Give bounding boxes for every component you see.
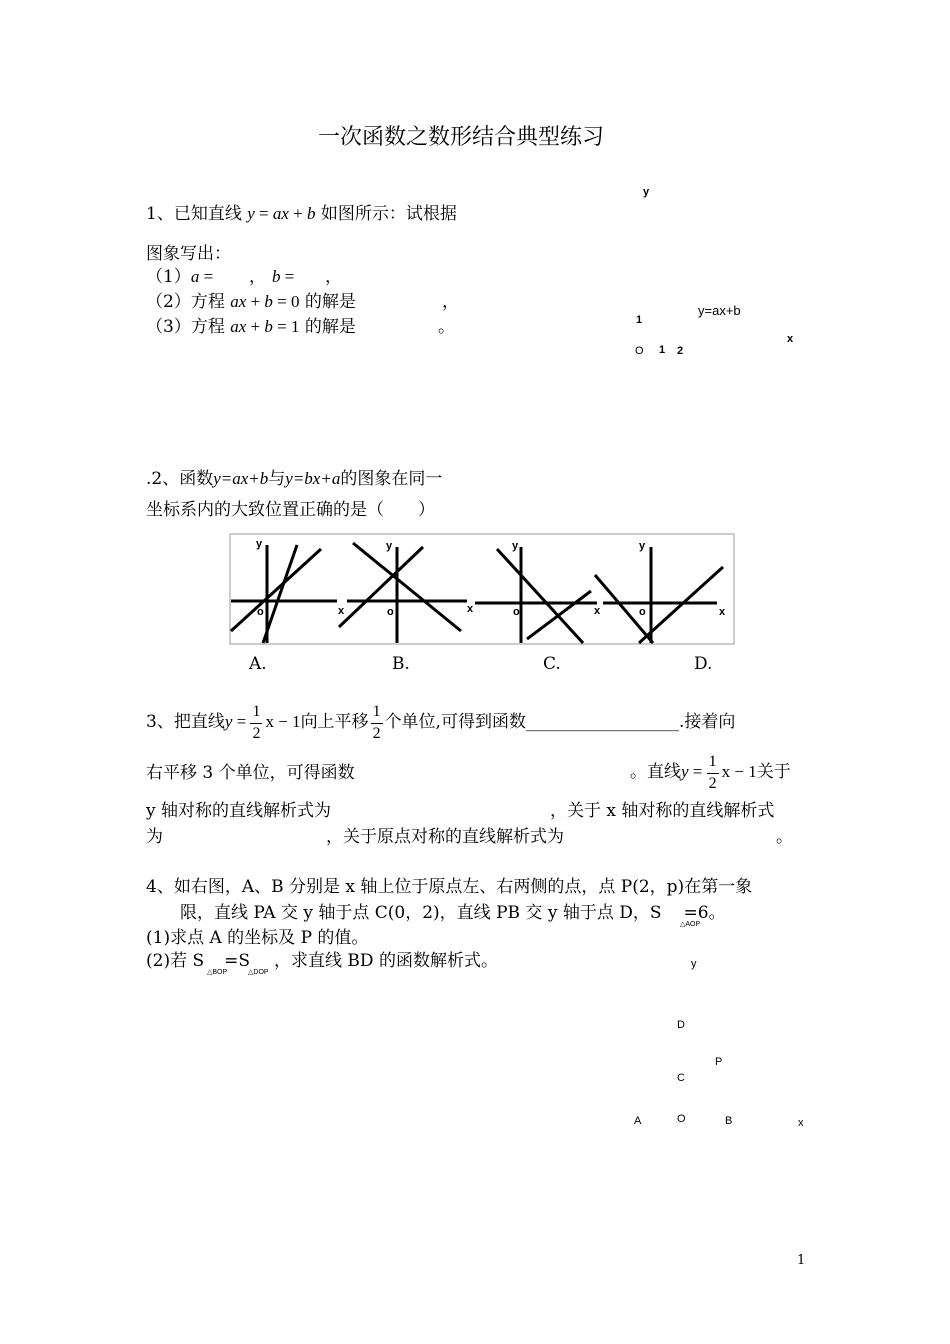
q1-item2 (146, 291, 356, 313)
q1-item3-text: 的解是 (304, 317, 356, 337)
q1-item3-num: （3）方程 (146, 317, 225, 337)
q2-option-d[interactable]: D. (694, 654, 713, 674)
q3-line3-a: y 轴对称的直线解析式为 (146, 801, 332, 821)
q4-line3: (1)求点 A 的坐标及 P 的值。 (146, 928, 369, 948)
q4-fig-a: A (634, 1115, 642, 1127)
q4-fig-o: O (677, 1113, 686, 1125)
q3-p1: 3、把直线 (146, 712, 225, 732)
q1-item1 (146, 266, 213, 288)
q3-line2-a: 右平移 3 个单位，可得函数 (146, 763, 355, 783)
q4-line2-sub: △AOP (680, 921, 701, 928)
q4-fig-y: y (691, 958, 697, 970)
q1-item3-end: 。 (438, 317, 455, 337)
q4-fig-b: B (725, 1115, 733, 1127)
q3-line1 (146, 700, 735, 744)
q4-line2-a: 限，直线 PA 交 y 轴于点 C(0，2)，直线 PB 交 y 轴于点 D，S (180, 903, 662, 923)
q3-p3: 个单位,可得到函数 (384, 712, 526, 732)
q3-line2-b: 。直线 (630, 762, 681, 782)
q2-option-c[interactable]: C. (543, 654, 561, 674)
q1-item2-ax: ax (230, 292, 247, 311)
q1-item1-a: a (190, 267, 200, 286)
q1-fig-x-label: x (787, 333, 794, 345)
q3-x-minus-1: x − 1 (265, 712, 301, 731)
q4-line4 (146, 950, 498, 972)
q1-item1-num: （1） (146, 267, 191, 287)
q2-line1 (146, 468, 442, 490)
q2-b-y: y (386, 540, 393, 552)
q1-item3-b: b (264, 317, 273, 336)
page-title: 一次函数之数形结合典型练习 (318, 125, 605, 150)
q1-item2-val: = 0 (272, 292, 300, 311)
q3-line3-b: ，关于 x 轴对称的直线解析式 (550, 801, 775, 821)
q4-line2-b: =6。 (683, 903, 726, 923)
q3-line4-c: 。 (776, 827, 793, 847)
q2-option-b[interactable]: B. (392, 654, 410, 674)
q4-line2 (180, 902, 726, 924)
q4-line4-sub2: △DOP (248, 969, 269, 976)
q2-d-o: o (639, 606, 646, 618)
q1-item3-val: = 1 (272, 317, 300, 336)
q1-eq-eq: = (254, 204, 273, 223)
q1-item2-num: （2）方程 (146, 292, 225, 312)
q1-suffix: 如图所示：试根据 (320, 204, 457, 224)
q1-item3-plus: + (246, 317, 265, 336)
q2-c-y: y (512, 540, 519, 552)
q2-options-figure (229, 533, 735, 645)
q3-line2-x-minus-1: x − 1 (721, 762, 757, 781)
q1-item3 (146, 316, 356, 338)
q3-frac-1: $\frac{1}{2}$ (252, 702, 261, 742)
q2-prefix: .2、函数 (146, 469, 214, 489)
q2-f2: y=bx+a (285, 469, 341, 488)
q3-y: y (224, 712, 233, 731)
q1-eq-b: b (307, 204, 316, 223)
q1-item3-ax: ax (230, 317, 247, 336)
q2-line2: 坐标系内的大致位置正确的是（ ） (146, 500, 435, 520)
q2-c-x: x (594, 605, 601, 617)
q1-fig-one-y: 1 (636, 314, 643, 326)
q2-post: 的图象在同一 (340, 469, 443, 489)
q3-line2-c: 关于 (756, 762, 791, 782)
q2-mid: 与 (268, 469, 286, 489)
q2-a-y: y (256, 538, 263, 550)
q1-fig-one-x: 1 (659, 344, 666, 356)
q1-line1 (146, 203, 457, 225)
q1-line2: 图象写出： (146, 244, 231, 264)
q1-fig-y-label: y (643, 186, 650, 198)
q1-eq-y: y (247, 204, 255, 223)
q1-fig-line-label: y=ax+b (698, 303, 741, 318)
q3-blank[interactable]: __________________ (525, 712, 679, 732)
q2-c-o: o (513, 606, 520, 618)
q4-fig-c: C (677, 1072, 685, 1084)
q4-line1: 4、如右图，A、B 分别是 x 轴上位于原点左、右两侧的点，点 P(2，p)在第一象 (146, 877, 753, 897)
q1-item2-b: b (264, 292, 273, 311)
q1-eq-plus: + (288, 204, 308, 223)
q2-a-x: x (338, 605, 345, 617)
q3-line2-right (630, 750, 791, 794)
q2-f1: y=ax+b (213, 469, 269, 488)
q4-fig-p: P (715, 1056, 723, 1068)
q3-line2-eq: = (688, 762, 707, 781)
q3-eq: = (232, 712, 251, 731)
q1-item2-end: ， (442, 292, 459, 312)
q4-fig-d: D (677, 1019, 685, 1031)
q1-fig-origin: O (635, 345, 644, 357)
q1-item1-end: ， (325, 267, 342, 287)
q1-prefix: 1、已知直线 (146, 204, 242, 224)
q3-frac-2: $\frac{1}{2}$ (372, 702, 381, 742)
page-number: 1 (797, 1253, 806, 1268)
q2-a-o: o (257, 606, 264, 618)
q1-eq-ax: ax (272, 204, 289, 223)
q4-line4-mid: =S (224, 951, 251, 971)
q2-d-x: x (719, 606, 726, 618)
q1-item1-b: b (272, 267, 281, 286)
q4-line4-sub1: △BOP (207, 969, 228, 976)
q3-p4: .接着向 (678, 712, 736, 732)
q3-line2-y: y (681, 762, 689, 781)
q3-line4-a: 为 (146, 827, 163, 847)
q1-item2-text: 的解是 (304, 292, 356, 312)
q4-fig-x: x (798, 1117, 804, 1129)
q3-line4-b: ，关于原点对称的直线解析式为 (326, 827, 564, 847)
q1-item1-sep: ， (249, 267, 266, 287)
q2-b-x: x (467, 603, 474, 615)
q3-p2: 向上平移 (300, 712, 369, 732)
q2-b-o: o (387, 606, 394, 618)
q4-line4-b: ，求直线 BD 的函数解析式。 (274, 951, 498, 971)
q2-d-y: y (639, 540, 646, 552)
q1-fig-two-x: 2 (677, 345, 684, 357)
q1-item1-aeq: = (199, 267, 214, 286)
q2-option-a[interactable]: A. (249, 654, 267, 674)
q1-item1-b-group (272, 266, 294, 288)
q4-line4-a: (2)若 S (146, 951, 205, 971)
q1-item2-plus: + (246, 292, 265, 311)
q3-frac-3: $\frac{1}{2}$ (708, 752, 717, 792)
q1-item1-beq: = (280, 267, 295, 286)
